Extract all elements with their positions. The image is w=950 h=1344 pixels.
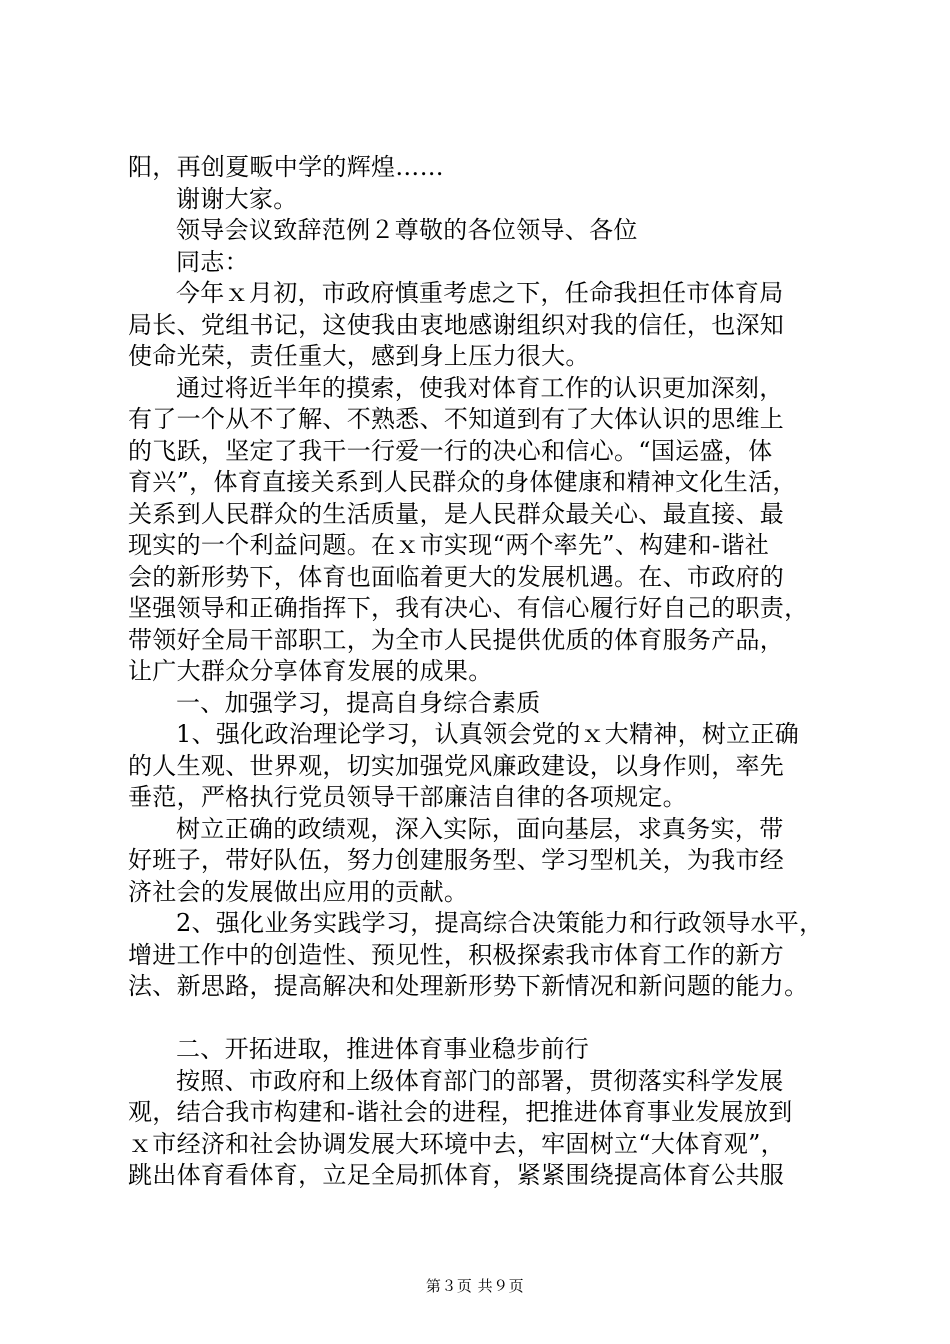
text-line: 有了一个从不了解、不熟悉、不知道到有了大体认识的思维上 <box>128 405 785 433</box>
text-line: 的飞跃，坚定了我干一行爱一行的决心和信心。“国运盛，体 <box>128 436 773 465</box>
text-line: 领导会议致辞范例２尊敬的各位领导、各位 <box>176 216 638 244</box>
text-line: 现实的一个利益问题。在ｘ市实现“两个率先”、构建和-谐社 <box>128 531 770 559</box>
text-line: 按照、市政府和上级体育部门的部署，贯彻落实科学发展 <box>176 1066 784 1095</box>
text-line: 1、强化政治理论学习，认真领会党的ｘ大精神，树立正确 <box>176 720 800 748</box>
text-line: 跳出体育看体育，立足全局抓体育，紧紧围绕提高体育公共服 <box>128 1161 785 1189</box>
text-line: 局长、党组书记，这使我由衷地感谢组织对我的信任，也深知 <box>128 310 785 339</box>
text-line: 坚强领导和正确指挥下，我有决心、有信心履行好自己的职责， <box>128 594 809 622</box>
text-line: 今年ｘ月初，市政府慎重考虑之下，任命我担任市体育局 <box>176 279 784 307</box>
text-line: 好班子，带好队伍，努力创建服务型、学习型机关，为我市经 <box>128 846 785 874</box>
text-line: 垂范，严格执行党员领导干部廉洁自律的各项规定。 <box>128 783 687 811</box>
text-line: 济社会的发展做出应用的贡献。 <box>128 877 469 906</box>
text-line: 阳，再创夏畈中学的辉煌…… <box>128 153 444 181</box>
text-line: 通过将近半年的摸索，使我对体育工作的认识更加深刻， <box>176 373 784 402</box>
text-line: 带领好全局干部职工，为全市人民提供优质的体育服务产品， <box>128 625 785 654</box>
text-line: 关系到人民群众的生活质量，是人民群众最关心、最直接、最 <box>128 499 785 528</box>
text-line: 会的新形势下，体育也面临着更大的发展机遇。在、市政府的 <box>128 562 785 591</box>
text-line: 让广大群众分享体育发展的成果。 <box>128 657 493 685</box>
text-line: ｘ市经济和社会协调发展大环境中去，牢固树立“大体育观”， <box>128 1129 785 1158</box>
text-line: 的人生观、世界观，切实加强党风廉政建设，以身作则，率先 <box>128 751 785 780</box>
text-line: 2、强化业务实践学习，提高综合决策能力和行政领导水平， <box>176 909 824 937</box>
text-line <box>128 1003 848 1035</box>
text-line: 法、新思路，提高解决和处理新形势下新情况和新问题的能力。 <box>128 972 809 1000</box>
text-line: 增进工作中的创造性、预见性，积极探索我市体育工作的新方 <box>128 940 785 969</box>
text-line: 观，结合我市构建和-谐社会的进程，把推进体育事业发展放到 <box>128 1098 793 1126</box>
text-line: 使命光荣，责任重大，感到身上压力很大。 <box>128 342 590 370</box>
text-line: 育兴”，体育直接关系到人民群众的身体健康和精神文化生活， <box>128 468 797 496</box>
text-line: 谢谢大家。 <box>176 184 298 213</box>
text-line: 一、加强学习，提高自身综合素质 <box>176 688 541 717</box>
document-body <box>128 152 848 1192</box>
page-footer: 第３页 共９页 <box>425 1277 525 1295</box>
text-line: 树立正确的政绩观，深入实际，面向基层，求真务实，带 <box>176 814 784 843</box>
text-line: 同志： <box>176 247 249 276</box>
text-line: 二、开拓进取，推进体育事业稳步前行 <box>176 1035 590 1063</box>
